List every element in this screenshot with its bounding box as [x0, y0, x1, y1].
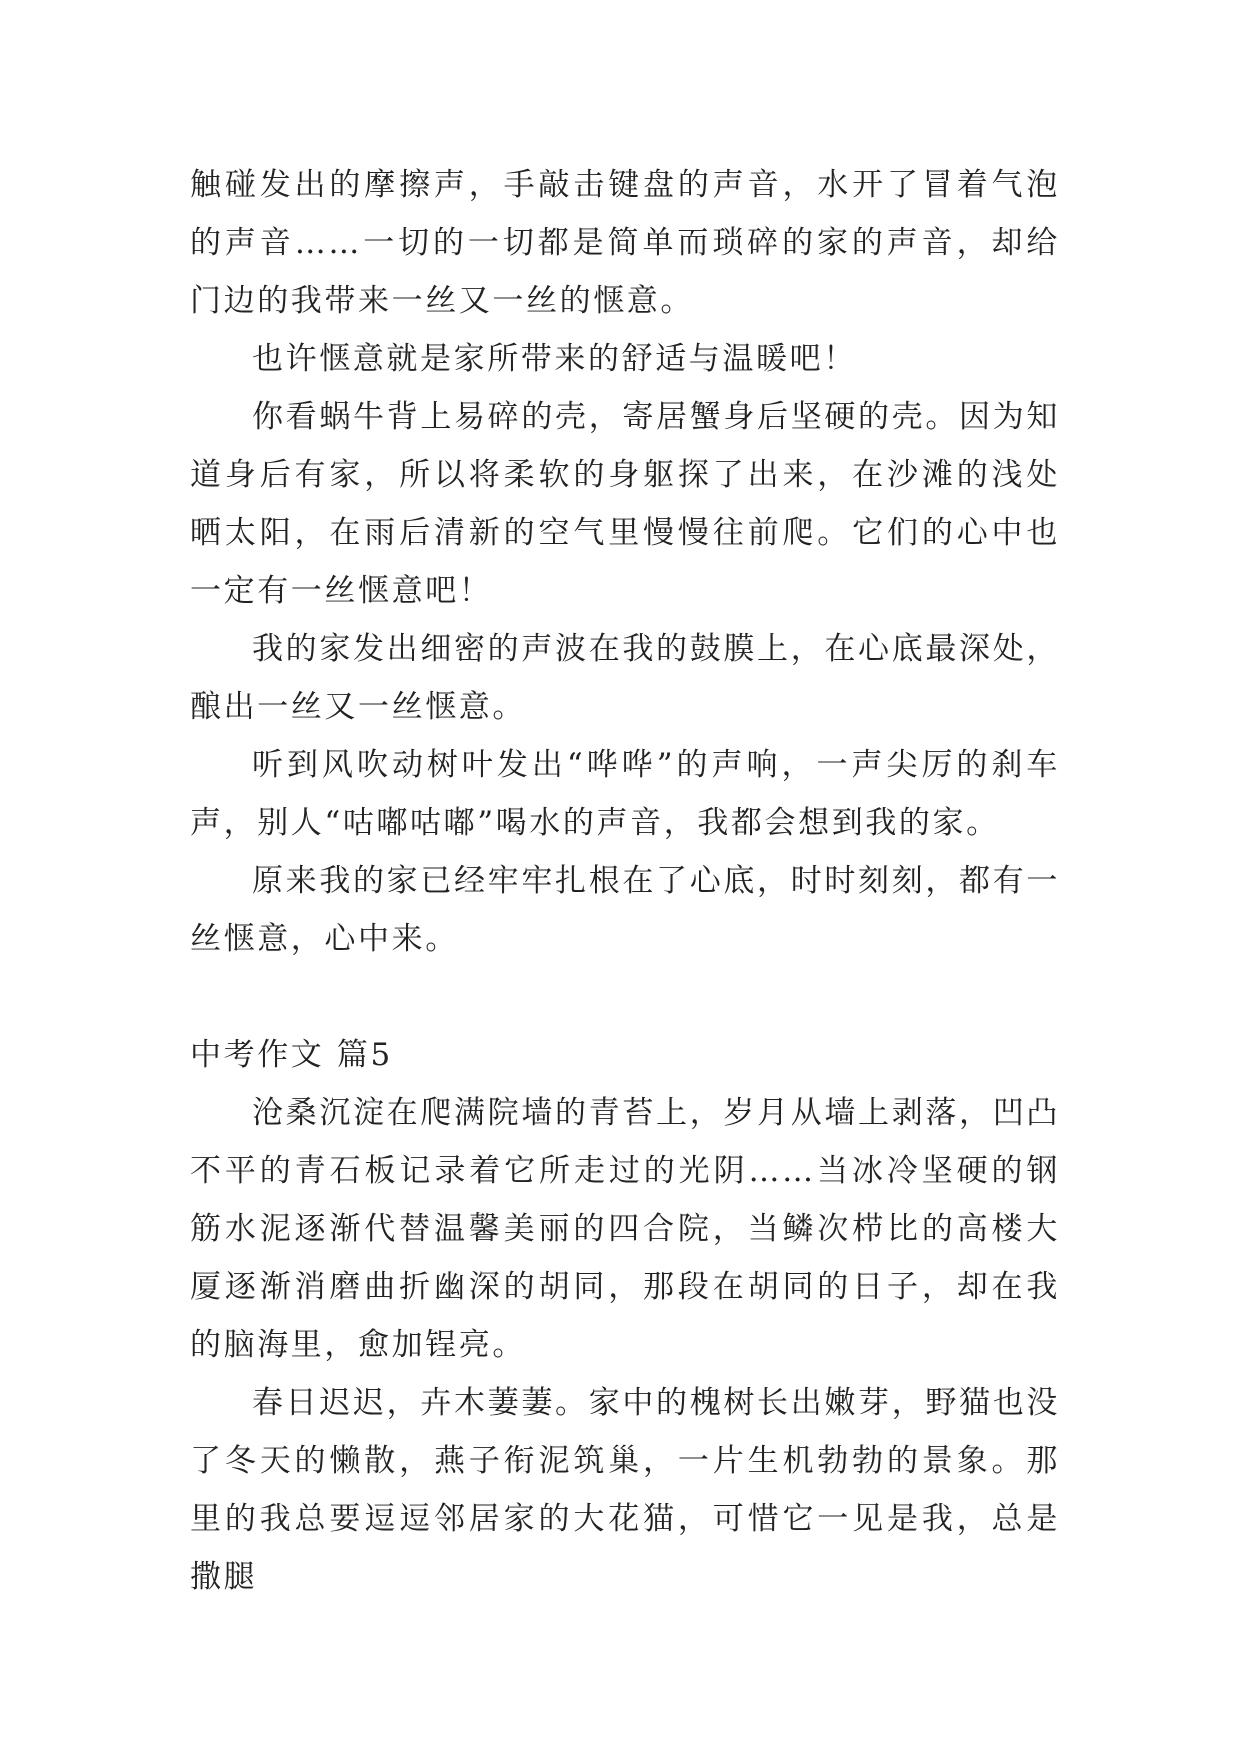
paragraph: 触碰发出的摩擦声，手敲击键盘的声音，水开了冒着气泡的声音……一切的一切都是简单而琐碎的家的声音，却给门边的我带来一丝又一丝的惬意。	[190, 167, 1060, 319]
paragraph: 听到风吹动树叶发出“哗哗”的声响，一声尖厉的刹车声，别人“咕嘟咕嘟”喝水的声音，我都会想到我的家。	[190, 747, 1060, 841]
paragraph: 春日迟迟，卉木萋萋。家中的槐树长出嫩芽，野猫也没了冬天的懒散，燕子衔泥筑巢，一片生机勃勃的景象。那里的我总要逗逗邻居家的大花猫，可惜它一见是我，总是撒腿	[190, 1385, 1060, 1595]
paragraph: 也许惬意就是家所带来的舒适与温暖吧！	[252, 341, 857, 377]
paragraph: 我的家发出细密的声波在我的鼓膜上，在心底最深处，酿出一丝又一丝惬意。	[190, 631, 1060, 725]
section-heading: 中考作文 篇5	[190, 1037, 393, 1073]
paragraph: 原来我的家已经牢牢扎根在了心底，时时刻刻，都有一丝惬意，心中来。	[190, 863, 1060, 957]
document-body	[190, 156, 1060, 1606]
paragraph: 沧桑沉淀在爬满院墙的青苔上，岁月从墙上剥落，凹凸不平的青石板记录着它所走过的光阴……当冰冷坚硬的钢筋水泥逐渐代替温馨美丽的四合院，当鳞次栉比的高楼大厦逐渐消磨曲折幽深的胡同，那段在胡同的日子，却在我的脑海里，愈加锃亮。	[190, 1095, 1060, 1363]
paragraph: 你看蜗牛背上易碎的壳，寄居蟹身后坚硬的壳。因为知道身后有家，所以将柔软的身躯探了出来，在沙滩的浅处晒太阳，在雨后清新的空气里慢慢往前爬。它们的心中也一定有一丝惬意吧！	[190, 399, 1060, 609]
